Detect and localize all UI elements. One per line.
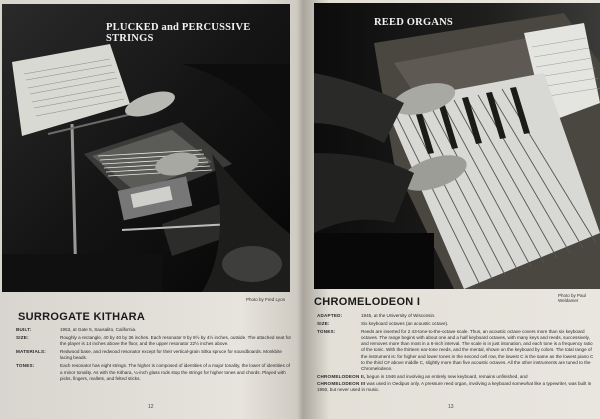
photo-section-title: PLUCKED and PERCUSSIVE STRINGS xyxy=(106,22,251,44)
spec-value: Redwood base, and redwood resonator except for their vertical-grain Sitka spruce for soundboards. Monkbite lacing beads. xyxy=(60,349,282,361)
spec-row xyxy=(16,335,292,347)
page-number: 12 xyxy=(148,404,154,410)
footnote-label: CHROMELODEON II, xyxy=(317,373,366,379)
instrument-heading: CHROMELODEON I xyxy=(314,296,421,308)
spec-row xyxy=(16,349,292,361)
spec-value: 1945, at the University of Wisconsin. xyxy=(361,313,436,318)
reed-organ-photo xyxy=(314,3,600,289)
footnote-text: was used in Oedipus only. A pressure reed organ, involving a keyboard somewhat like a typewriter, was built in 1950, but never used in music. xyxy=(317,380,592,393)
kithara-photo-image xyxy=(2,4,290,292)
footnote-text: begun in 1946 and involving an entirely new keyboard, remains unfinished, and xyxy=(366,373,528,379)
photo-credit: Photo by Paul Weldamer xyxy=(558,293,587,303)
spec-list xyxy=(16,327,292,384)
spec-label: TONES: xyxy=(16,363,35,369)
footnote-label: CHROMELODEON III xyxy=(317,380,366,386)
spec-row xyxy=(16,363,292,381)
page-number: 13 xyxy=(448,404,454,410)
spec-row xyxy=(317,329,597,372)
spec-row xyxy=(16,327,292,333)
spec-label: SIZE: xyxy=(317,321,330,327)
spec-label: BUILT: xyxy=(16,327,32,332)
instrument-heading: SURROGATE KITHARA xyxy=(18,311,146,323)
photo-section-title: REED ORGANS xyxy=(374,17,453,28)
kithara-photo xyxy=(2,4,290,292)
spec-value: 1953, at Gate 5, Sausalito, California. xyxy=(60,327,137,332)
spec-value: Roughly a rectangle, 40 by 40 by 36 inches. Each resonator 9 by 9½ by 4½ inches, outside. The attached seat for the player is 14 inches above the floor, and the upper resonator 22½ inches above. xyxy=(60,335,292,347)
spec-row xyxy=(317,321,597,327)
spec-list xyxy=(317,313,597,393)
right-page xyxy=(300,0,600,419)
reed-organ-photo-image xyxy=(314,3,600,289)
spec-value: Reeds are inserted for 2 43-tone-to-the-octave scale. Thus, an acoustic octave covers more than six keyboard octaves. The range begins with about one and a half keyboard octaves, with many keys and reeds, successively, and removes more than most in a 6-inch interval. The scale is in just intonation, and each tone is a frequency ratio of the tonic. With the thirteen ear-tone reeds, and the mental, shown on the keyboard by colors. The total range of the instrument is: for higher and lower tones in the second cell row, the lowest C is the same as the lowest piano C to the third C# above middle C, slightly more than five acoustic octaves. All the other instruments are tuned to the Chromelodeon. xyxy=(361,329,594,371)
spec-label: TONES: xyxy=(317,329,336,335)
footnote xyxy=(317,374,597,380)
spec-value: Six keyboard octaves (an acoustic octave). xyxy=(361,321,449,327)
footnote xyxy=(317,381,597,393)
spec-value: Each resonator has eight strings. The higher is composed of identities of a major tonality, the lower of identities of a minor tonality. As with the Kithara, ¼-inch glass rods stop the strings for higher tones and chords. Played with picks, fingers, mallets, and felted sticks. xyxy=(60,363,290,381)
spec-label: ADAPTED: xyxy=(317,313,343,318)
photo-credit: Photo by Fred Lyon xyxy=(246,297,286,302)
spec-row xyxy=(317,313,597,319)
spec-label: MATERIALS: xyxy=(16,349,46,355)
spec-label: SIZE: xyxy=(16,335,29,341)
